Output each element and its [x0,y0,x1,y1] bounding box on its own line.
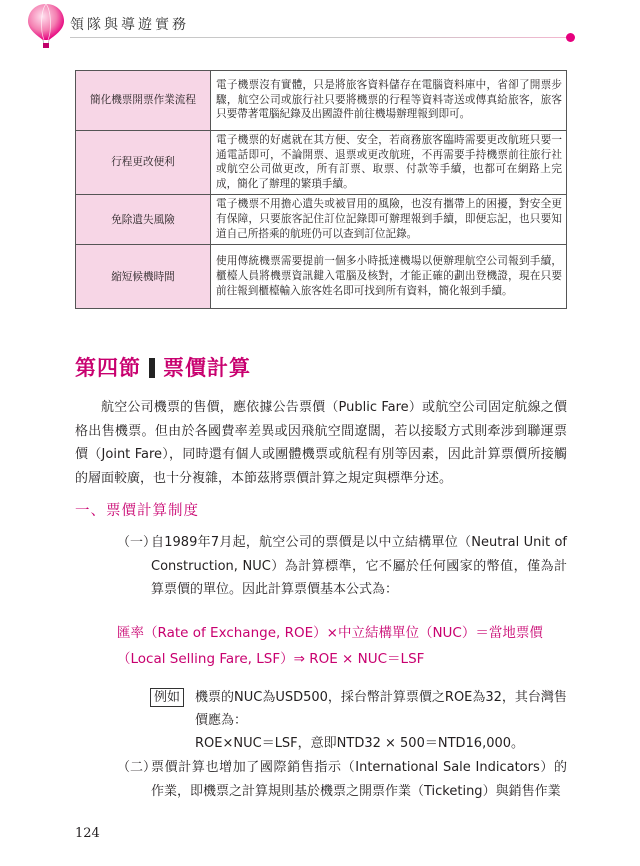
section-title-text: 票價計算 [163,356,251,380]
table-desc: 電子機票的好處就在其方便、安全，若商務旅客臨時需要更改航班只要一通電話即可，不論開票、退票或更改航班，不再需要手持機票前往旅行社或航空公司做更改，所有訂票、取票、付款等手續，也都可在網路上完成，簡化了辦理的繁瑣手續。 [211,131,567,195]
table-row [76,131,567,195]
formula-line: （Local Selling Fare, LSF）⇒ ROE × NUC＝LSF [117,651,425,667]
table-term: 簡化機票開票作業流程 [76,71,211,131]
balloon-icon [26,2,66,50]
item-text: 票價計算也增加了國際銷售指示（International Sale Indicators）的作業，即機票之計算規則基於機票之開票作業（Ticketing）與銷售作業 [151,760,567,799]
example-block [150,686,570,755]
list-item [117,756,567,803]
formula-line: 匯率（Rate of Exchange, ROE）×中立結構單位（NUC）＝當地票價 [117,625,543,641]
subsection-heading: 一、票價計算制度 [75,503,199,519]
table-row [76,71,567,131]
list-item [117,531,567,602]
intro-paragraph: 航空公司機票的售價，應依據公告票價（Public Fare）或航空公司固定航線之價格出售機票。但由於各國費率差異或因飛航空間遼闊，若以接駁方式則牽涉到聯運票價（Joint Fare），同時還有個人或團體機票或航程有別等因素，因此計算票價所接觸的層面較廣，也十分複雜，本節茲將票價計算之規定與標準分述。 [75,400,567,486]
header-title: 領隊與導遊實務 [70,17,189,33]
page-header [0,0,640,50]
section-number: 第四節 [75,356,141,380]
table-term: 縮短候機時間 [76,245,211,309]
table-desc: 電子機票沒有實體，只是將旅客資料儲存在電腦資料庫中，省卻了開票步驟，航空公司或旅行社只要將機票的行程等資料寄送或傳真給旅客，旅客只要帶著電腦紀錄及出國證件前往機場辦理報到即可。 [211,71,567,131]
table-term: 免除遺失風險 [76,195,211,245]
header-divider [70,37,568,38]
eticket-benefits-table [75,70,567,309]
item-number: （二） [117,760,157,775]
example-result: ROE×NUC＝LSF，意即NTD32 × 500＝NTD16,000。 [195,736,525,751]
table-desc: 電子機票不用擔心遺失或被冒用的風險，也沒有攜帶上的困擾，對安全更有保障，只要旅客記住訂位記錄即可辦理報到手續，即便忘記，也只要知道自己所搭乘的航班仍可以查到訂位記錄。 [211,195,567,245]
table-row [76,195,567,245]
section-title [75,352,251,382]
table-desc: 使用傳統機票需要提前一個多小時抵達機場以便辦理航空公司報到手續，櫃檯人員將機票資訊鍵入電腦及核對，才能正確的劃出登機證，現在只要前往報到櫃檯輸入旅客姓名即可找到所有資料，簡化報到手續。 [211,245,567,309]
table-row [76,245,567,309]
section-bar [149,358,155,378]
header-dot [566,33,575,42]
page-number: 124 [75,826,100,841]
item-number: （一） [117,535,157,550]
example-tag: 例如 [150,688,184,707]
item-text: 自1989年7月起，航空公司的票價是以中立結構單位（Neutral Unit of Construction, NUC）為計算標準，它不屬於任何國家的幣值，僅為計算票價的單位。因此計算票價基本公式為： [151,535,567,597]
example-text: 機票的NUC為USD500，採台幣計算票價之ROE為32，其台灣售價應為： [195,690,567,728]
formula [117,620,567,672]
table-term: 行程更改便利 [76,131,211,195]
